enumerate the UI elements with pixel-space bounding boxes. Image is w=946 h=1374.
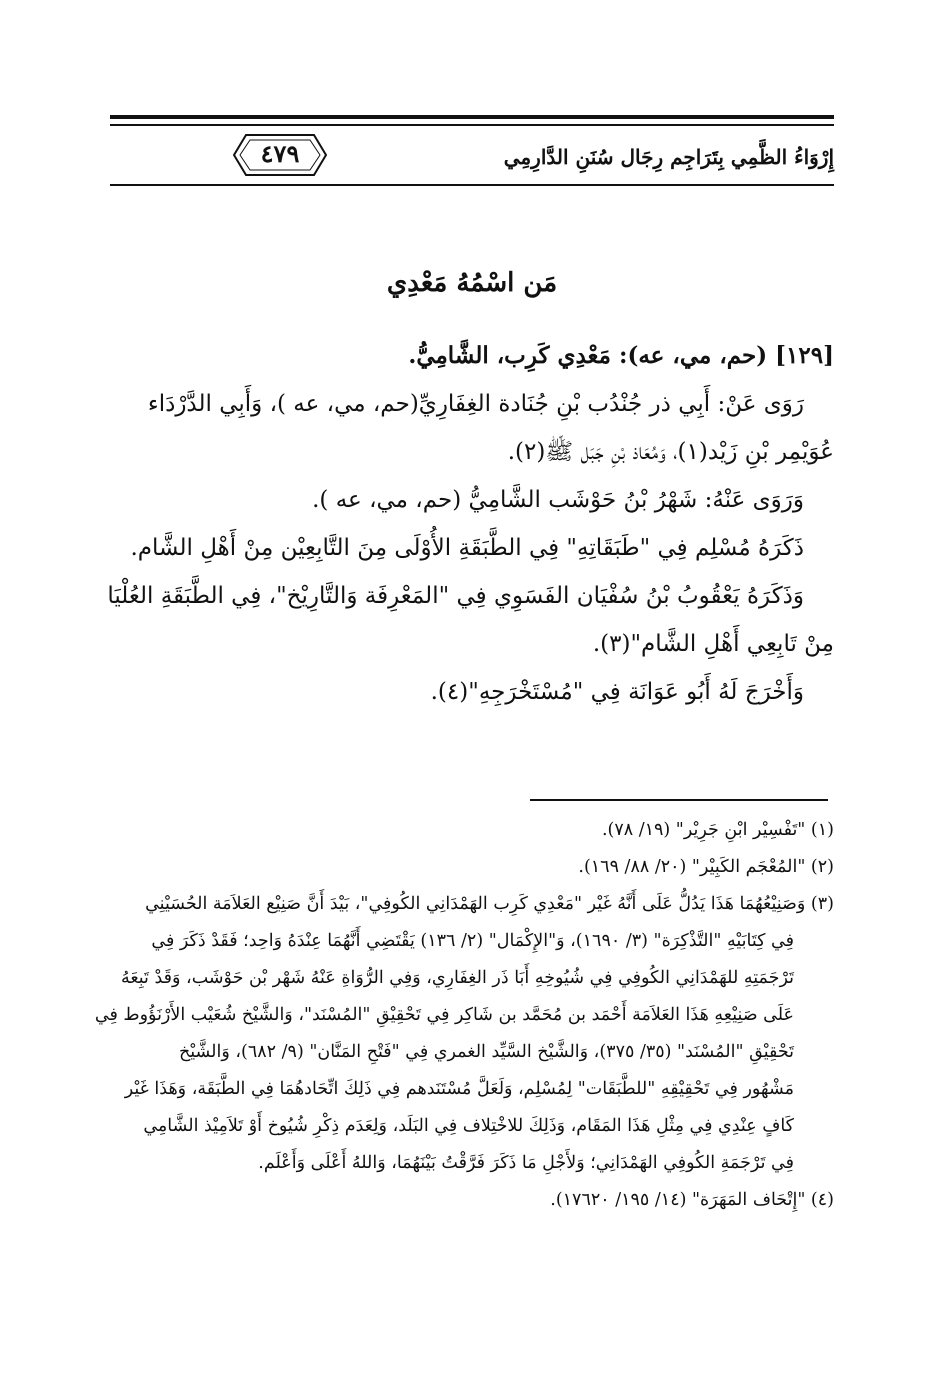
footnote-3: (٣) وَصَنِيْعُهُمَا هَذَا يَدُلُّ عَلَى أَنَّهُ غَيْر "مَعْدِي كَرِب الهَمْدَانِي الكُوفِي"، بَيْدَ أَنَّ صَنِيْع العَلاَمَة الحُسَيْنِي <box>145 894 834 914</box>
entry-text-line: ذَكَرَهُ مُسْلِم فِي "طَبَقَاتِهِ" فِي الطَّبَقَةِ الأُوْلَى مِنَ التَّابِعِيْن مِنْ أَهْلِ الشَّام. <box>130 535 804 561</box>
footnote-3-continued: عَلَى صَنِيْعِهِ هَذَا العَلاَمَة أَحْمَد بن مُحَمَّد بن شَاكِر فِي تَحْقِيْقِ "المُسْنَد"، وَالشَّيْخ شُعَيْب الأَرْنَؤُوط فِي <box>94 1005 794 1025</box>
header-bottom-rule <box>110 184 834 186</box>
footnote-1: (١) "تَفْسِيْر ابْنِ جَرِيْر" (١٩/ ٧٨). <box>601 820 834 840</box>
page-number: ٤٧٩ <box>260 139 300 168</box>
header-thin-rule <box>110 124 834 126</box>
footnote-3-continued: تَحْقِيْقِ "المُسْنَد" (٣٥/ ٣٧٥)، وَالشَّيْخ السَّيِّد الغمري فِي "فَتْحِ المَنَّان" (٩/ ٦٨٢)، وَالشَّيْخ <box>178 1042 794 1062</box>
footnote-3-continued: فِي كِتَابَيْهِ "التَّذْكِرَة" (٣/ ١٦٩٠)، وَ"الإِكْمَال" (٢/ ١٣٦) يَقْتَضِي أَنَّهُمَا عِنْدَهُ وَاحِد؛ فَقَدْ ذَكَرَ فِي <box>151 931 794 951</box>
entry-text-line: مِنْ تَابِعِي أَهْلِ الشَّام"(٣). <box>592 631 834 657</box>
page-header <box>110 115 834 185</box>
footnote-4: (٤) "إِتْحَاف المَهَرَة" (١٤/ ١٩٥/ ١٧٦٢٠). <box>550 1190 834 1210</box>
section-heading: مَن اسْمُهُ مَعْدِي <box>386 268 558 298</box>
entry-title-line: [١٢٩] (حم، مي، عه): مَعْدِي كَرِب، الشَّامِيُّ. <box>408 342 834 369</box>
header-thick-rule <box>110 115 834 119</box>
page-number-frame <box>232 131 328 179</box>
footnote-3-continued: كَافٍ عِنْدِي فِي مِثْلِ هَذَا المَقَام، وَذَلِكَ للاخْتِلاف فِي البَلَد، وَلِعَدَم ذِكْرِ شُيُوخ أَوْ تَلاَمِيْذ الشَّامِي <box>143 1116 794 1136</box>
footnote-3-continued: تَرْجَمَتِهِ للهَمْدَانِي الكُوفِي فِي شُيُوخِهِ أَبَا ذَر الغِفَارِي، وَفِي الرُّوَاةِ عَنْهُ شَهْر بْن حَوْشَب، وَقَدْ تَبِعَهُ <box>120 968 794 988</box>
footnote-separator <box>530 799 828 801</box>
entry-text-line: عُوَيْمِر بْنِ زَيْد(١)، وَمُعَاذ بْنِ جَبَل ﷺ(٢). <box>507 439 834 465</box>
footnote-2: (٢) "المُعْجَم الكَبِيْر" (٢٠/ ٨٨/ ١٦٩). <box>578 857 834 877</box>
footnotes <box>94 812 834 1219</box>
entry-text-line: وَذَكَرَهُ يَعْقُوبُ بْنُ سُفْيَان الفَسَوِي فِي "المَعْرِفَة وَالتَّارِيْخ"، فِي الطَّبَقَةِ العُلْيَا <box>107 583 804 609</box>
footnote-3-continued: فِي تَرْجَمَةِ الكُوفِي الهَمْدَانِي؛ وَلأَجْلِ مَا ذَكَرَ فَرَّقْتُ بَيْنَهُمَا، وَاللهُ أَعْلَى وَأَعْلَم. <box>258 1153 794 1173</box>
footnote-3-continued: مَشْهُور فِي تَحْقِيْقِهِ "للطَّبَقَات" لِمُسْلِم، وَلَعَلَّ مُسْتَنَدهم فِي ذَلِكَ اتِّحَادهُمَا فِي الطَّبَقَة، وَهَذَا غَيْر <box>124 1079 794 1099</box>
entry-narrated-from-line: رَوَى عَنْ: أَبِي ذر جُنْدُب بْنِ جُنَادة الغِفَارِيِّ(حم، مي، عه )، وَأَبِي الدَّرْدَاء <box>147 391 804 417</box>
entry-text-line: وَأَخْرَجَ لَهُ أَبُو عَوَانَة فِي "مُسْتَخْرَجِهِ"(٤). <box>430 679 804 705</box>
entry-body <box>107 332 834 716</box>
entry-narrated-by-line: وَرَوَى عَنْهُ: شَهْرُ بْنُ حَوْشَب الشَّامِيُّ (حم، مي، عه ). <box>312 487 804 513</box>
running-title: إِرْوَاءُ الظَّمِي بِتَرَاجِم رِجَال سُنَنِ الدَّارِمِي <box>503 145 834 169</box>
